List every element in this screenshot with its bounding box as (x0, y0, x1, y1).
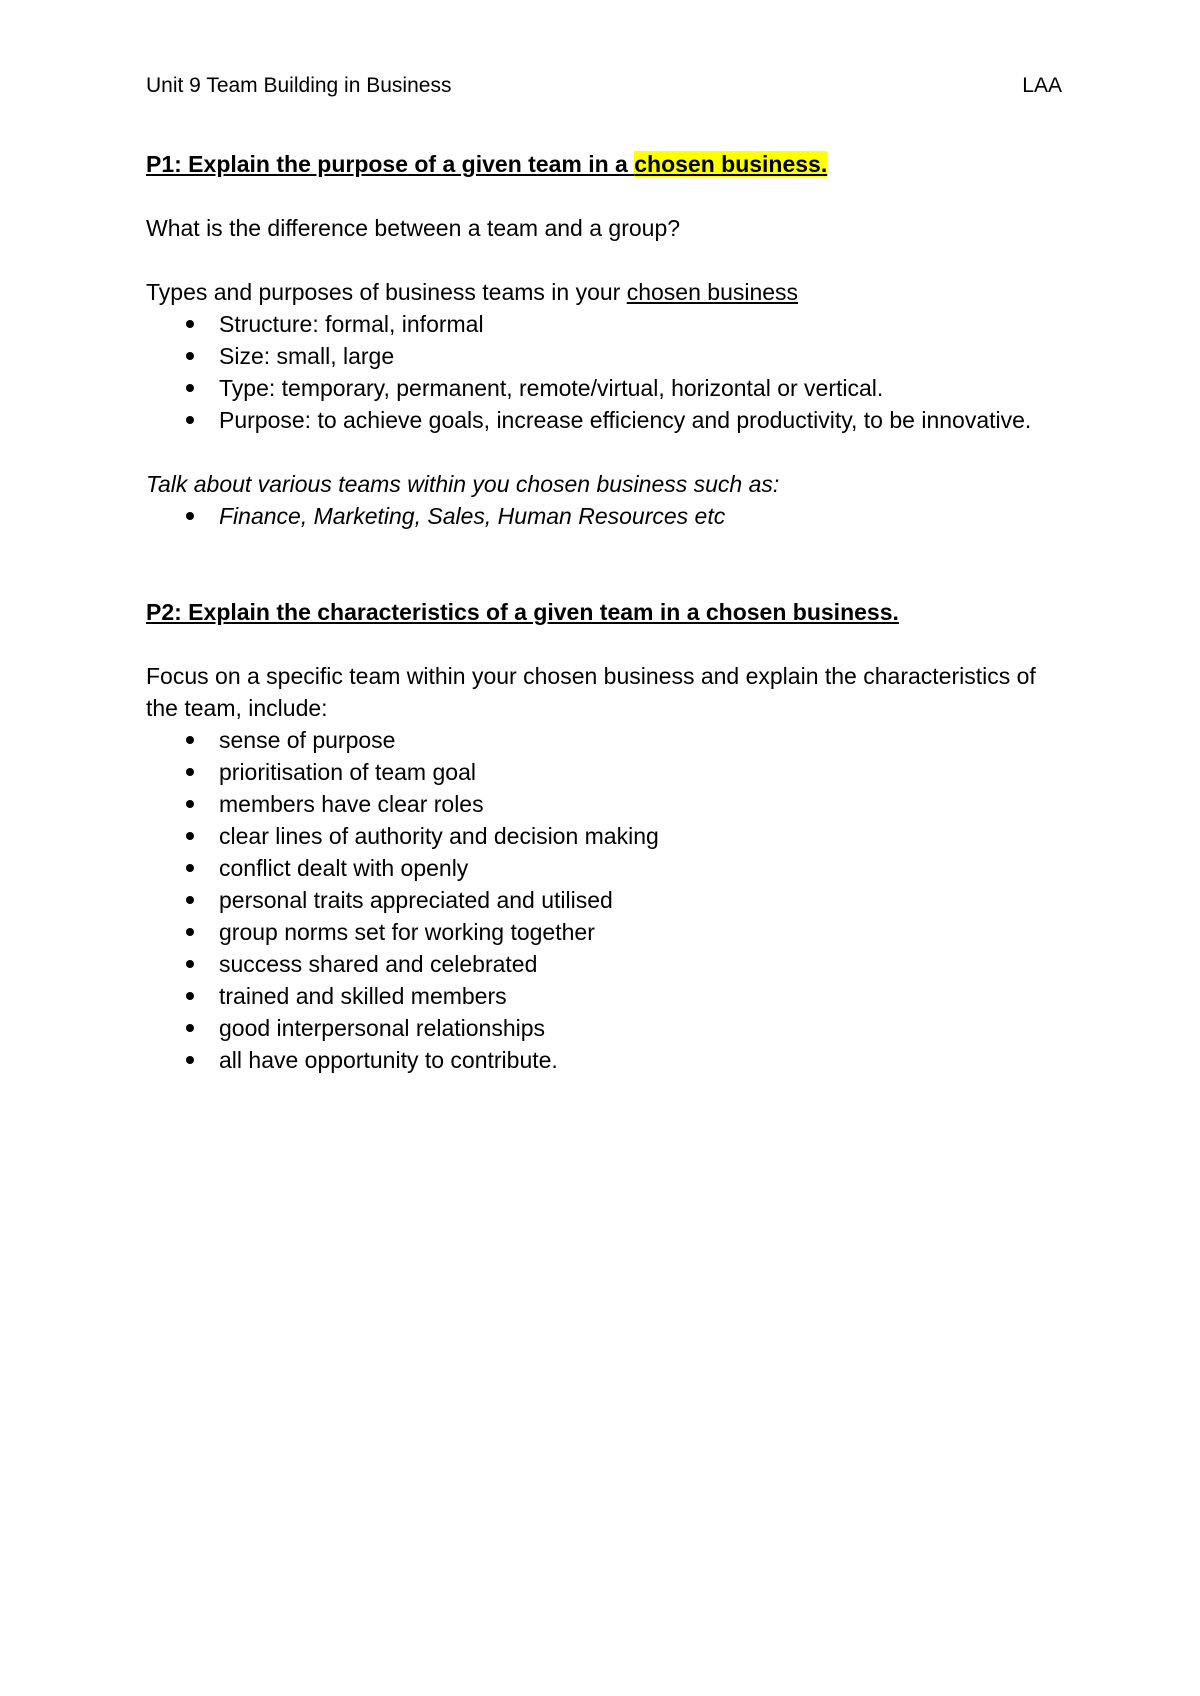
document-body (146, 148, 1066, 1076)
p1-heading-highlight: chosen business. (634, 151, 828, 177)
p1-talk-about: Talk about various teams within you chosen business such as: (146, 471, 780, 497)
list-item: Size: small, large (146, 340, 1066, 372)
list-item: prioritisation of team goal (146, 756, 1066, 788)
p1-bullet-list (146, 308, 1066, 436)
p1-heading (146, 148, 1066, 180)
list-item: personal traits appreciated and utilised (146, 884, 1066, 916)
p1-question: What is the difference between a team and a group? (146, 215, 681, 241)
list-item: clear lines of authority and decision making (146, 820, 1066, 852)
list-item: conflict dealt with openly (146, 852, 1066, 884)
list-item: members have clear roles (146, 788, 1066, 820)
p1-types-intro (146, 276, 1066, 308)
p1-types-intro-underlined: chosen business (626, 279, 799, 305)
list-item: good interpersonal relationships (146, 1012, 1066, 1044)
p1-heading-text: P1: Explain the purpose of a given team in a (146, 151, 635, 177)
list-item: all have opportunity to contribute. (146, 1044, 1066, 1076)
header-initials: LAA (1022, 74, 1062, 97)
list-item: Type: temporary, permanent, remote/virtual, horizontal or vertical. (146, 372, 1066, 404)
list-item: Structure: formal, informal (146, 308, 1066, 340)
p1-talk-bullet-list (146, 500, 1066, 532)
list-item: Purpose: to achieve goals, increase efficiency and productivity, to be innovative. (146, 404, 1066, 436)
list-item: trained and skilled members (146, 980, 1066, 1012)
list-item: sense of purpose (146, 724, 1066, 756)
p1-types-intro-text: Types and purposes of business teams in your (146, 279, 627, 305)
page-header (146, 74, 1062, 98)
list-item: Finance, Marketing, Sales, Human Resources etc (146, 500, 1066, 532)
header-title: Unit 9 Team Building in Business (146, 74, 452, 97)
list-item: group norms set for working together (146, 916, 1066, 948)
list-item: success shared and celebrated (146, 948, 1066, 980)
p2-heading: P2: Explain the characteristics of a given team in a chosen business. (146, 599, 899, 625)
p2-bullet-list (146, 724, 1066, 1076)
p2-intro: Focus on a specific team within your chosen business and explain the characteristics of the team, include: (146, 663, 1036, 721)
